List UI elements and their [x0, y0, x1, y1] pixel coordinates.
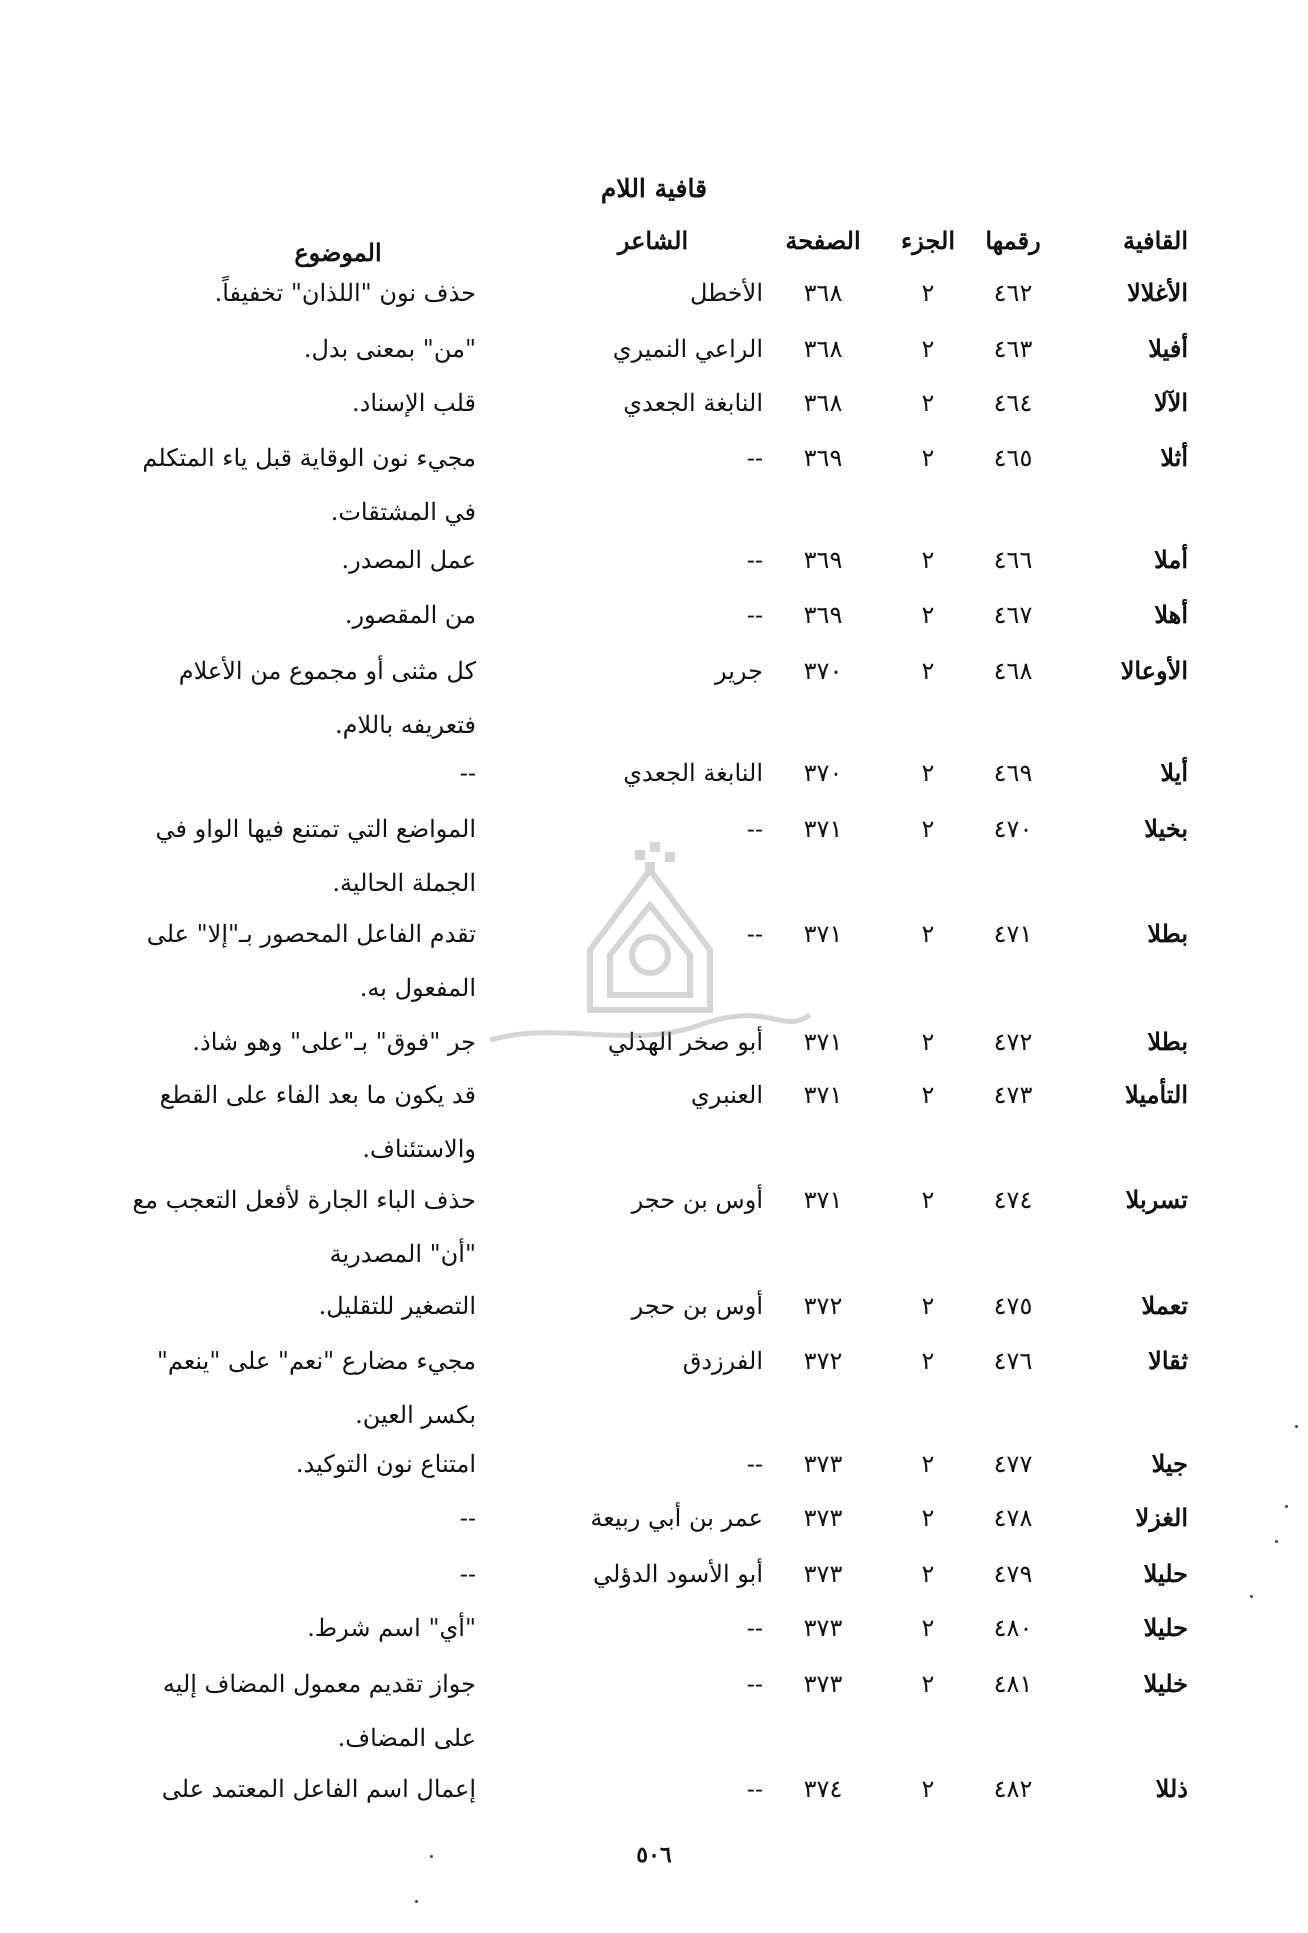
header-page: الصفحة	[785, 226, 861, 255]
row-rhyme: ثقالا	[1148, 1346, 1188, 1375]
row-page: ٣٧٠	[803, 657, 843, 685]
row-number: ٤٧٢	[993, 1028, 1033, 1056]
row-rhyme: حليلا	[1143, 1559, 1188, 1588]
row-topic: كل مثنى أو مجموع من الأعلام فتعريفه باللام.	[178, 657, 476, 739]
row-part: ٢	[921, 1186, 935, 1214]
row-poet: --	[746, 920, 763, 948]
row-rhyme: الغزلا	[1135, 1503, 1188, 1532]
row-rhyme: أهلا	[1154, 600, 1188, 629]
row-poet: الراعي النميري	[612, 335, 763, 363]
watermark-logo	[480, 810, 820, 1070]
row-page: ٣٧١	[803, 815, 843, 843]
row-page: ٣٦٨	[803, 389, 843, 417]
row-part: ٢	[921, 1775, 935, 1803]
row-rhyme: خليلا	[1143, 1669, 1188, 1698]
row-topic: من المقصور.	[344, 601, 476, 629]
row-topic: مجيء نون الوقاية قبل ياء المتكلم في المشتقات.	[142, 444, 476, 526]
row-rhyme: حليلا	[1143, 1613, 1188, 1642]
row-topic: تقدم الفاعل المحصور بـ"إلا" على المفعول به.	[146, 920, 476, 1002]
row-page: ٣٦٨	[803, 335, 843, 363]
row-rhyme: الأغلالا	[1127, 278, 1188, 307]
row-topic: جر "فوق" بـ"على" وهو شاذ.	[192, 1028, 476, 1056]
header-poet: الشاعر	[617, 226, 689, 255]
row-part: ٢	[921, 1292, 935, 1320]
row-number: ٤٦٩	[993, 759, 1033, 787]
header-rhyme: القافية	[1122, 226, 1188, 255]
row-part: ٢	[921, 1504, 935, 1532]
row-poet: --	[746, 1450, 763, 1478]
row-number: ٤٦٢	[993, 279, 1033, 307]
row-poet: جرير	[715, 657, 763, 685]
row-part: ٢	[921, 1670, 935, 1698]
row-part: ٢	[921, 1614, 935, 1642]
row-topic: امتناع نون التوكيد.	[295, 1450, 476, 1478]
row-poet: أبو الأسود الدؤلي	[592, 1560, 763, 1588]
row-number: ٤٧٩	[993, 1560, 1033, 1588]
row-topic: --	[459, 759, 476, 787]
row-part: ٢	[921, 601, 935, 629]
row-part: ٢	[921, 546, 935, 574]
row-topic: "أي" اسم شرط.	[307, 1614, 476, 1642]
row-number: ٤٧٣	[993, 1081, 1033, 1109]
row-rhyme: بطلا	[1147, 919, 1188, 948]
row-poet: --	[746, 1670, 763, 1698]
row-number: ٤٧٤	[993, 1186, 1033, 1214]
row-poet: النابغة الجعدي	[623, 759, 763, 787]
row-poet: عمر بن أبي ربيعة	[590, 1504, 763, 1532]
row-page: ٣٦٩	[803, 546, 843, 574]
scan-speck	[1295, 1425, 1298, 1428]
row-number: ٤٦٥	[993, 444, 1033, 472]
row-topic: مجيء مضارع "نعم" على "ينعم" بكسر العين.	[156, 1347, 476, 1429]
row-rhyme: التأميلا	[1125, 1080, 1188, 1109]
row-part: ٢	[921, 759, 935, 787]
row-page: ٣٧٣	[803, 1504, 843, 1532]
row-part: ٢	[921, 815, 935, 843]
row-poet: --	[746, 601, 763, 629]
row-poet: النابغة الجعدي	[623, 389, 763, 417]
row-rhyme: أفيلا	[1148, 334, 1188, 363]
row-page: ٣٧٢	[803, 1292, 843, 1320]
row-poet: أوس بن حجر	[631, 1292, 763, 1320]
row-number: ٤٦٣	[993, 335, 1033, 363]
row-rhyme: بطلا	[1147, 1027, 1188, 1056]
row-poet: --	[746, 1775, 763, 1803]
row-rhyme: تعملا	[1141, 1291, 1188, 1320]
row-part: ٢	[921, 657, 935, 685]
row-rhyme: تسربلا	[1125, 1185, 1188, 1214]
row-number: ٤٦٨	[993, 657, 1033, 685]
row-page: ٣٧١	[803, 920, 843, 948]
scan-speck	[1250, 1595, 1253, 1598]
row-topic: حذف الباء الجارة لأفعل التعجب مع "أن" المصدرية	[132, 1186, 476, 1268]
row-page: ٣٧٣	[803, 1614, 843, 1642]
row-rhyme: الآلا	[1153, 388, 1188, 417]
row-number: ٤٧٥	[993, 1292, 1033, 1320]
row-topic: عمل المصدر.	[341, 546, 476, 574]
row-topic: حذف نون "اللذان" تخفيفاً.	[214, 279, 476, 307]
row-poet: الفرزدق	[682, 1347, 763, 1375]
row-poet: --	[746, 546, 763, 574]
row-poet: الأخطل	[689, 279, 763, 307]
row-page: ٣٦٩	[803, 601, 843, 629]
row-rhyme: بخيلا	[1144, 814, 1188, 843]
row-page: ٣٧١	[803, 1028, 843, 1056]
row-rhyme: أثلا	[1160, 443, 1188, 472]
scan-speck	[430, 1855, 433, 1858]
scan-speck	[1285, 1505, 1288, 1508]
row-number: ٤٧١	[993, 920, 1033, 948]
row-page: ٣٧٤	[803, 1775, 843, 1803]
row-number: ٤٨١	[993, 1670, 1033, 1698]
row-part: ٢	[921, 444, 935, 472]
header-topic: الموضوع	[294, 238, 382, 267]
row-part: ٢	[921, 335, 935, 363]
row-topic: إعمال اسم الفاعل المعتمد على	[161, 1775, 476, 1803]
row-number: ٤٨٠	[993, 1614, 1033, 1642]
row-page: ٣٧١	[803, 1186, 843, 1214]
row-page: ٣٧٣	[803, 1560, 843, 1588]
row-number: ٤٧٠	[993, 815, 1033, 843]
row-topic: المواضع التي تمتنع فيها الواو في الجملة الحالية.	[155, 815, 476, 897]
row-topic: جواز تقديم معمول المضاف إليه على المضاف.	[162, 1670, 476, 1752]
row-number: ٤٧٨	[993, 1504, 1033, 1532]
row-number: ٤٨٢	[993, 1775, 1033, 1803]
row-part: ٢	[921, 279, 935, 307]
row-rhyme: جيلا	[1151, 1449, 1188, 1478]
row-number: ٤٧٦	[993, 1347, 1033, 1375]
row-poet: أبو صخر الهذلي	[607, 1028, 763, 1056]
row-page: ٣٧١	[803, 1081, 843, 1109]
row-part: ٢	[921, 1028, 935, 1056]
row-topic: قد يكون ما بعد الفاء على القطع والاستئناف.	[159, 1081, 476, 1163]
row-poet: --	[746, 815, 763, 843]
row-part: ٢	[921, 1560, 935, 1588]
row-topic: --	[459, 1504, 476, 1532]
header-part: الجزء	[901, 226, 955, 255]
row-page: ٣٧٢	[803, 1347, 843, 1375]
row-rhyme: ذللا	[1155, 1774, 1188, 1803]
row-rhyme: الأوعالا	[1120, 656, 1188, 685]
row-topic: --	[459, 1560, 476, 1588]
row-page: ٣٧٣	[803, 1450, 843, 1478]
row-page: ٣٦٨	[803, 279, 843, 307]
row-poet: --	[746, 444, 763, 472]
row-part: ٢	[921, 389, 935, 417]
row-page: ٣٦٩	[803, 444, 843, 472]
row-number: ٤٦٤	[993, 389, 1033, 417]
row-number: ٤٦٧	[993, 601, 1033, 629]
row-rhyme: أيلا	[1160, 758, 1188, 787]
row-poet: أوس بن حجر	[631, 1186, 763, 1214]
row-part: ٢	[921, 1347, 935, 1375]
scan-speck	[1275, 1540, 1278, 1543]
row-rhyme: أملا	[1154, 545, 1188, 574]
section-title: قافية اللام	[600, 174, 708, 203]
row-topic: "من" بمعنى بدل.	[303, 335, 476, 363]
row-number: ٤٦٦	[993, 546, 1033, 574]
row-part: ٢	[921, 1450, 935, 1478]
row-part: ٢	[921, 1081, 935, 1109]
row-topic: التصغير للتقليل.	[318, 1292, 476, 1320]
page-number: ٥٠٦	[636, 1842, 672, 1868]
row-number: ٤٧٧	[993, 1450, 1033, 1478]
row-page: ٣٧٠	[803, 759, 843, 787]
row-part: ٢	[921, 920, 935, 948]
row-poet: --	[746, 1614, 763, 1642]
scan-speck	[415, 1900, 418, 1903]
header-number: رقمها	[985, 226, 1041, 255]
row-page: ٣٧٣	[803, 1670, 843, 1698]
row-topic: قلب الإسناد.	[352, 389, 476, 417]
row-poet: العنبري	[690, 1081, 763, 1109]
